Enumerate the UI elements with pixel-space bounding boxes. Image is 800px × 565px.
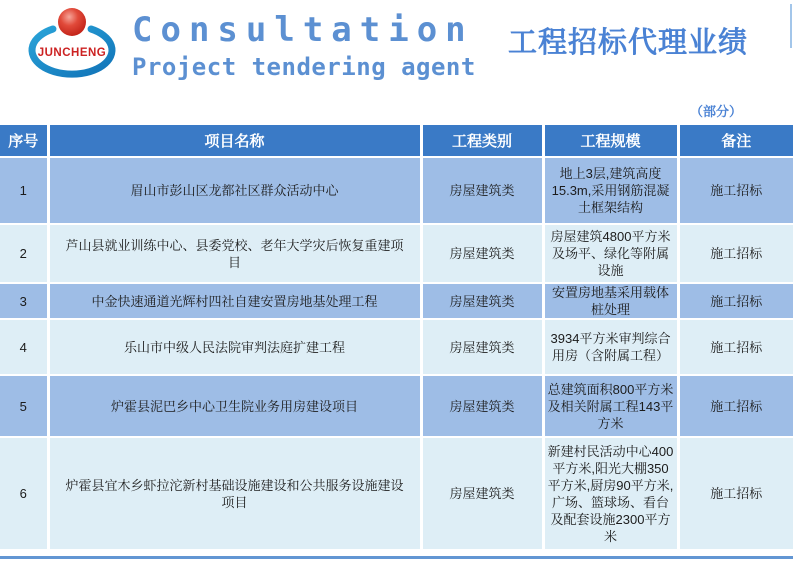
cell-no: 6 [0, 437, 48, 549]
col-header-no: 序号 [0, 125, 48, 157]
page-title: 工程招标代理业绩 [508, 27, 749, 59]
juncheng-logo-icon [24, 4, 120, 84]
cell-remark: 施工招标 [678, 224, 793, 283]
table-row [0, 224, 793, 283]
table-row [0, 375, 793, 437]
cell-no: 1 [0, 157, 48, 224]
brand-subtitle-english: Project tendering agent [132, 53, 476, 81]
cell-no: 2 [0, 224, 48, 283]
projects-table [0, 125, 793, 549]
decorative-right-edge-line [790, 4, 792, 48]
cell-scale: 安置房地基采用载体桩处理 [543, 283, 678, 319]
cell-scale: 总建筑面积800平方米及相关附属工程143平方米 [543, 375, 678, 437]
col-header-remark: 备注 [678, 125, 793, 157]
cell-no: 4 [0, 319, 48, 375]
cell-remark: 施工招标 [678, 283, 793, 319]
table-row [0, 157, 793, 224]
cell-project-name: 中金快速通道光辉村四社自建安置房地基处理工程 [48, 283, 421, 319]
cell-no: 3 [0, 283, 48, 319]
cell-category: 房屋建筑类 [421, 224, 543, 283]
cell-category: 房屋建筑类 [421, 437, 543, 549]
cell-no: 5 [0, 375, 48, 437]
table-row [0, 319, 793, 375]
cell-project-name: 炉霍县宜木乡虾拉沱新村基础设施建设和公共服务设施建设项目 [48, 437, 421, 549]
cell-category: 房屋建筑类 [421, 375, 543, 437]
cell-project-name: 乐山市中级人民法院审判法庭扩建工程 [48, 319, 421, 375]
col-header-scale: 工程规模 [543, 125, 678, 157]
cell-remark: 施工招标 [678, 437, 793, 549]
cell-project-name: 炉霍县泥巴乡中心卫生院业务用房建设项目 [48, 375, 421, 437]
cell-scale: 3934平方米审判综合用房（含附属工程） [543, 319, 678, 375]
cell-scale: 新建村民活动中心400平方米,阳光大棚350平方米,厨房90平方米,广场、篮球场、看台及配套设施2300平方米 [543, 437, 678, 549]
cell-scale: 地上3层,建筑高度15.3m,采用钢筋混凝土框架结构 [543, 157, 678, 224]
table-row [0, 437, 793, 549]
cell-remark: 施工招标 [678, 319, 793, 375]
brand-title-english: Consultation [132, 10, 474, 50]
partial-note: （部分） [690, 104, 743, 119]
cell-remark: 施工招标 [678, 375, 793, 437]
col-header-category: 工程类别 [421, 125, 543, 157]
table-row [0, 283, 793, 319]
logo-text: JUNCHENG [37, 47, 107, 59]
logo-ball [58, 8, 86, 36]
cell-category: 房屋建筑类 [421, 283, 543, 319]
cell-category: 房屋建筑类 [421, 319, 543, 375]
table-bottom-border-line [0, 556, 793, 559]
cell-scale: 房屋建筑4800平方米及场平、绿化等附属设施 [543, 224, 678, 283]
cell-remark: 施工招标 [678, 157, 793, 224]
cell-project-name: 芦山县就业训练中心、县委党校、老年大学灾后恢复重建项目 [48, 224, 421, 283]
cell-project-name: 眉山市彭山区龙都社区群众活动中心 [48, 157, 421, 224]
table-header-row [0, 125, 793, 157]
cell-category: 房屋建筑类 [421, 157, 543, 224]
col-header-name: 项目名称 [48, 125, 421, 157]
